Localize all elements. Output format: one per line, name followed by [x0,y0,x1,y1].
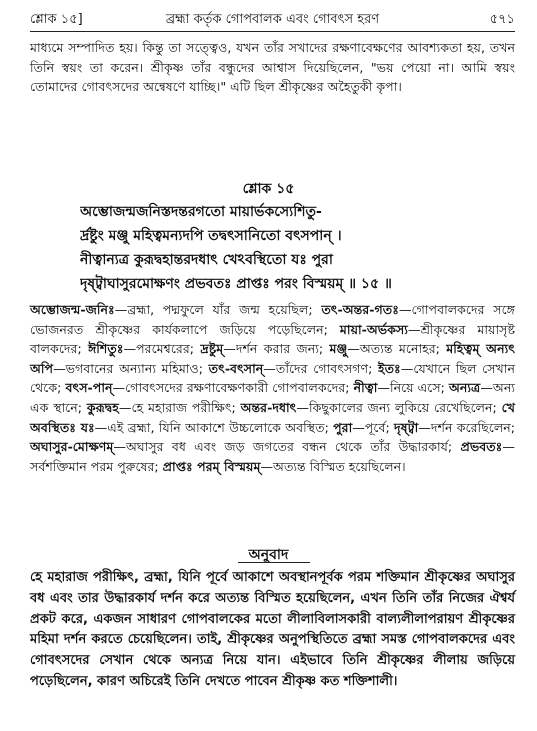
sanskrit-term: ইতঃ [378,360,401,376]
term-meaning: —দর্শন করেছিলেন; [418,419,515,435]
term-meaning: —গোপবালকদের সঙ্গে ভোজনরত শ্রীকৃষ্ণের কার্যকলাপে জড়িয়ে পড়েছিলেন; [30,302,515,337]
term-meaning: —দর্শন করার জন্য; [223,341,330,357]
verse-line: অম্ভোজন্মজনিস্তদন্তরগতো মায়ার্ভকস্যেশিতু- [80,204,322,220]
term-meaning: —শ্রীকৃষ্ণের মায়াসৃষ্ট বালকদের; [30,321,515,357]
header-chapter-title: ব্রহ্মা কর্তৃক গোপবালক এবং গোবৎস হরণ [165,12,380,27]
sanskrit-term: পুরা [333,419,353,435]
verse-line: র্দ্রষ্টুং মঞ্জু মহিত্বমন্যদপি তদ্বৎসানিতো বৎসপান্ । [80,228,342,244]
term-meaning: —কিছুকালের জন্য লুকিয়ে রেখেছিলেন; [296,399,502,415]
sanskrit-term: তৎ-বৎসান্ [208,360,264,376]
term-meaning: —ব্রহ্মা, পদ্মফুলে যাঁর জন্ম হয়েছিল; [114,302,322,317]
translation-title-underline [238,562,310,563]
verse-line: দৃষ্ট্বাঘাসুরমোক্ষণং প্রভবতঃ প্রাপ্তঃ পরং বিস্ময়ম্ ॥ ১৫ ॥ [80,276,392,292]
term-meaning: —এই ব্রহ্মা, যিনি আকাশে উচ্চলোকে অবস্থিত; [94,419,334,435]
running-header [30,10,515,30]
word-for-word-synonyms [30,300,515,476]
term-meaning: —যেখানে ছিল সেখান থেকে; [30,360,515,396]
term-meaning: —ভগবানের অন্যান্য মহিমাও; [53,360,209,376]
sanskrit-term: অন্যত্র [448,380,481,396]
term-meaning: —হে মহারাজ পরীক্ষিৎ; [118,399,241,415]
term-meaning: —তাঁদের গোবৎসগণ; [263,360,379,376]
sanskrit-term: খে অবস্থিতঃ যঃ [30,399,515,435]
term-meaning: —অঘাসুর বধ এবং জড় জগতের বন্ধন থেকে তাঁর উদ্ধারকার্য; [113,439,461,455]
verse-line: নীত্বান্যত্র কুরূদ্বহান্তরদধাৎ খেঽবস্থিতো যঃ পুরা [80,252,333,268]
term-meaning: —অত্যন্ত বিস্মিত হয়েছিলেন। [260,458,406,474]
sanskrit-term: অম্ভোজন্ম-জনিঃ [30,302,115,317]
sanskrit-term: বৎস-পান্ [65,380,113,396]
intro-paragraph: মাধ্যমে সম্পাদিত হয়। কিন্তু তা সত্ত্বেও, যখন তাঁর সখাদের রক্ষণাবেক্ষণের আবশ্যকতা হয়, তখন তিনি স্বয়ং তা করেন। শ্রীকৃষ্ণ তাঁর বন্ধুদের আশ্বাস দিয়েছিলেন, "ভয় পেয়ো না। আমি স্বয়ং তোমাদের গোবৎসদের অন্বেষণে যাচ্ছি।" এটি ছিল শ্রীকৃষ্ণের অহৈতুকী কৃপা। [30,40,515,95]
translation-paragraph: হে মহারাজ পরীক্ষিৎ, ব্রহ্মা, যিনি পূর্বে আকাশে অবস্থানপূর্বক পরম শক্তিমান শ্রীকৃষ্ণের অঘাসুর বধ এবং তার উদ্ধারকার্য দর্শন করে অত্যন্ত বিস্মিত হয়েছিলেন, এখন তিনি তাঁর নিজের ঐশ্বর্য প্রকট করে, একজন সাধারণ গোপবালকের মতো লীলাবিলাসকারী বাল্যলীলাপরায়ণ শ্রীকৃষ্ণের মহিমা দর্শন করতে চেয়েছিলেন। তাই, শ্রীকৃষ্ণের অনুপস্থিতিতে ব্রহ্মা সমস্ত গোপবালকদের এবং গোবৎসদের সেখান থেকে অন্যত্র নিয়ে যান। এইভাবে তিনি শ্রীকৃষ্ণের লীলায় জড়িয়ে পড়েছিলেন, কারণ অচিরেই তিনি দেখতে পাবেন শ্রীকৃষ্ণ কত শক্তিশালী। [30,570,515,689]
sanskrit-verse [80,200,515,296]
header-rule [30,31,515,32]
term-meaning: —নিয়ে এসে; [377,380,449,396]
header-verse-ref: শ্লোক ১৫] [30,12,83,27]
translation-title: অনুবাদ [248,547,289,563]
sanskrit-term: তৎ-অন্তর-গতঃ [321,302,399,317]
term-meaning: —অত্যন্ত মনোহর; [347,341,447,357]
term-meaning: —গোবৎসদের রক্ষণাবেক্ষণকারী গোপবালকদের; [112,380,354,396]
sanskrit-term: দৃষ্ট্বা [394,419,419,435]
sanskrit-term: ঈশিতুঃ [88,341,124,357]
term-meaning: —সর্বশক্তিমান পরম পুরুষের; [30,439,515,474]
sanskrit-term: দ্রষ্টুম্ [200,341,224,357]
sanskrit-term: মঞ্জু [329,341,348,357]
sanskrit-term: অঘাসুর-মোক্ষণম্ [30,439,114,455]
sanskrit-term: কুরূদ্বহ [86,399,119,415]
verse-title: শ্লোক ১৫ [242,181,295,197]
sanskrit-term: মায়া-অর্ভকস্য [339,321,408,337]
term-meaning: —পূর্বে; [352,419,395,435]
sanskrit-term: মহিত্বম্ অন্যৎ অপি [30,341,515,376]
term-meaning: —পরমেশ্বরের; [123,341,201,357]
sanskrit-term: নীত্বা [353,380,378,396]
sanskrit-term: প্রভবতঃ [460,439,503,455]
page-number: ৫৭১ [489,12,515,27]
term-meaning: —অন্য এক স্থানে; [30,380,515,415]
sanskrit-term: প্রাপ্তঃ পরম্ বিস্ময়ম্ [162,458,261,474]
sanskrit-term: অন্তর-দধাৎ [240,399,297,415]
